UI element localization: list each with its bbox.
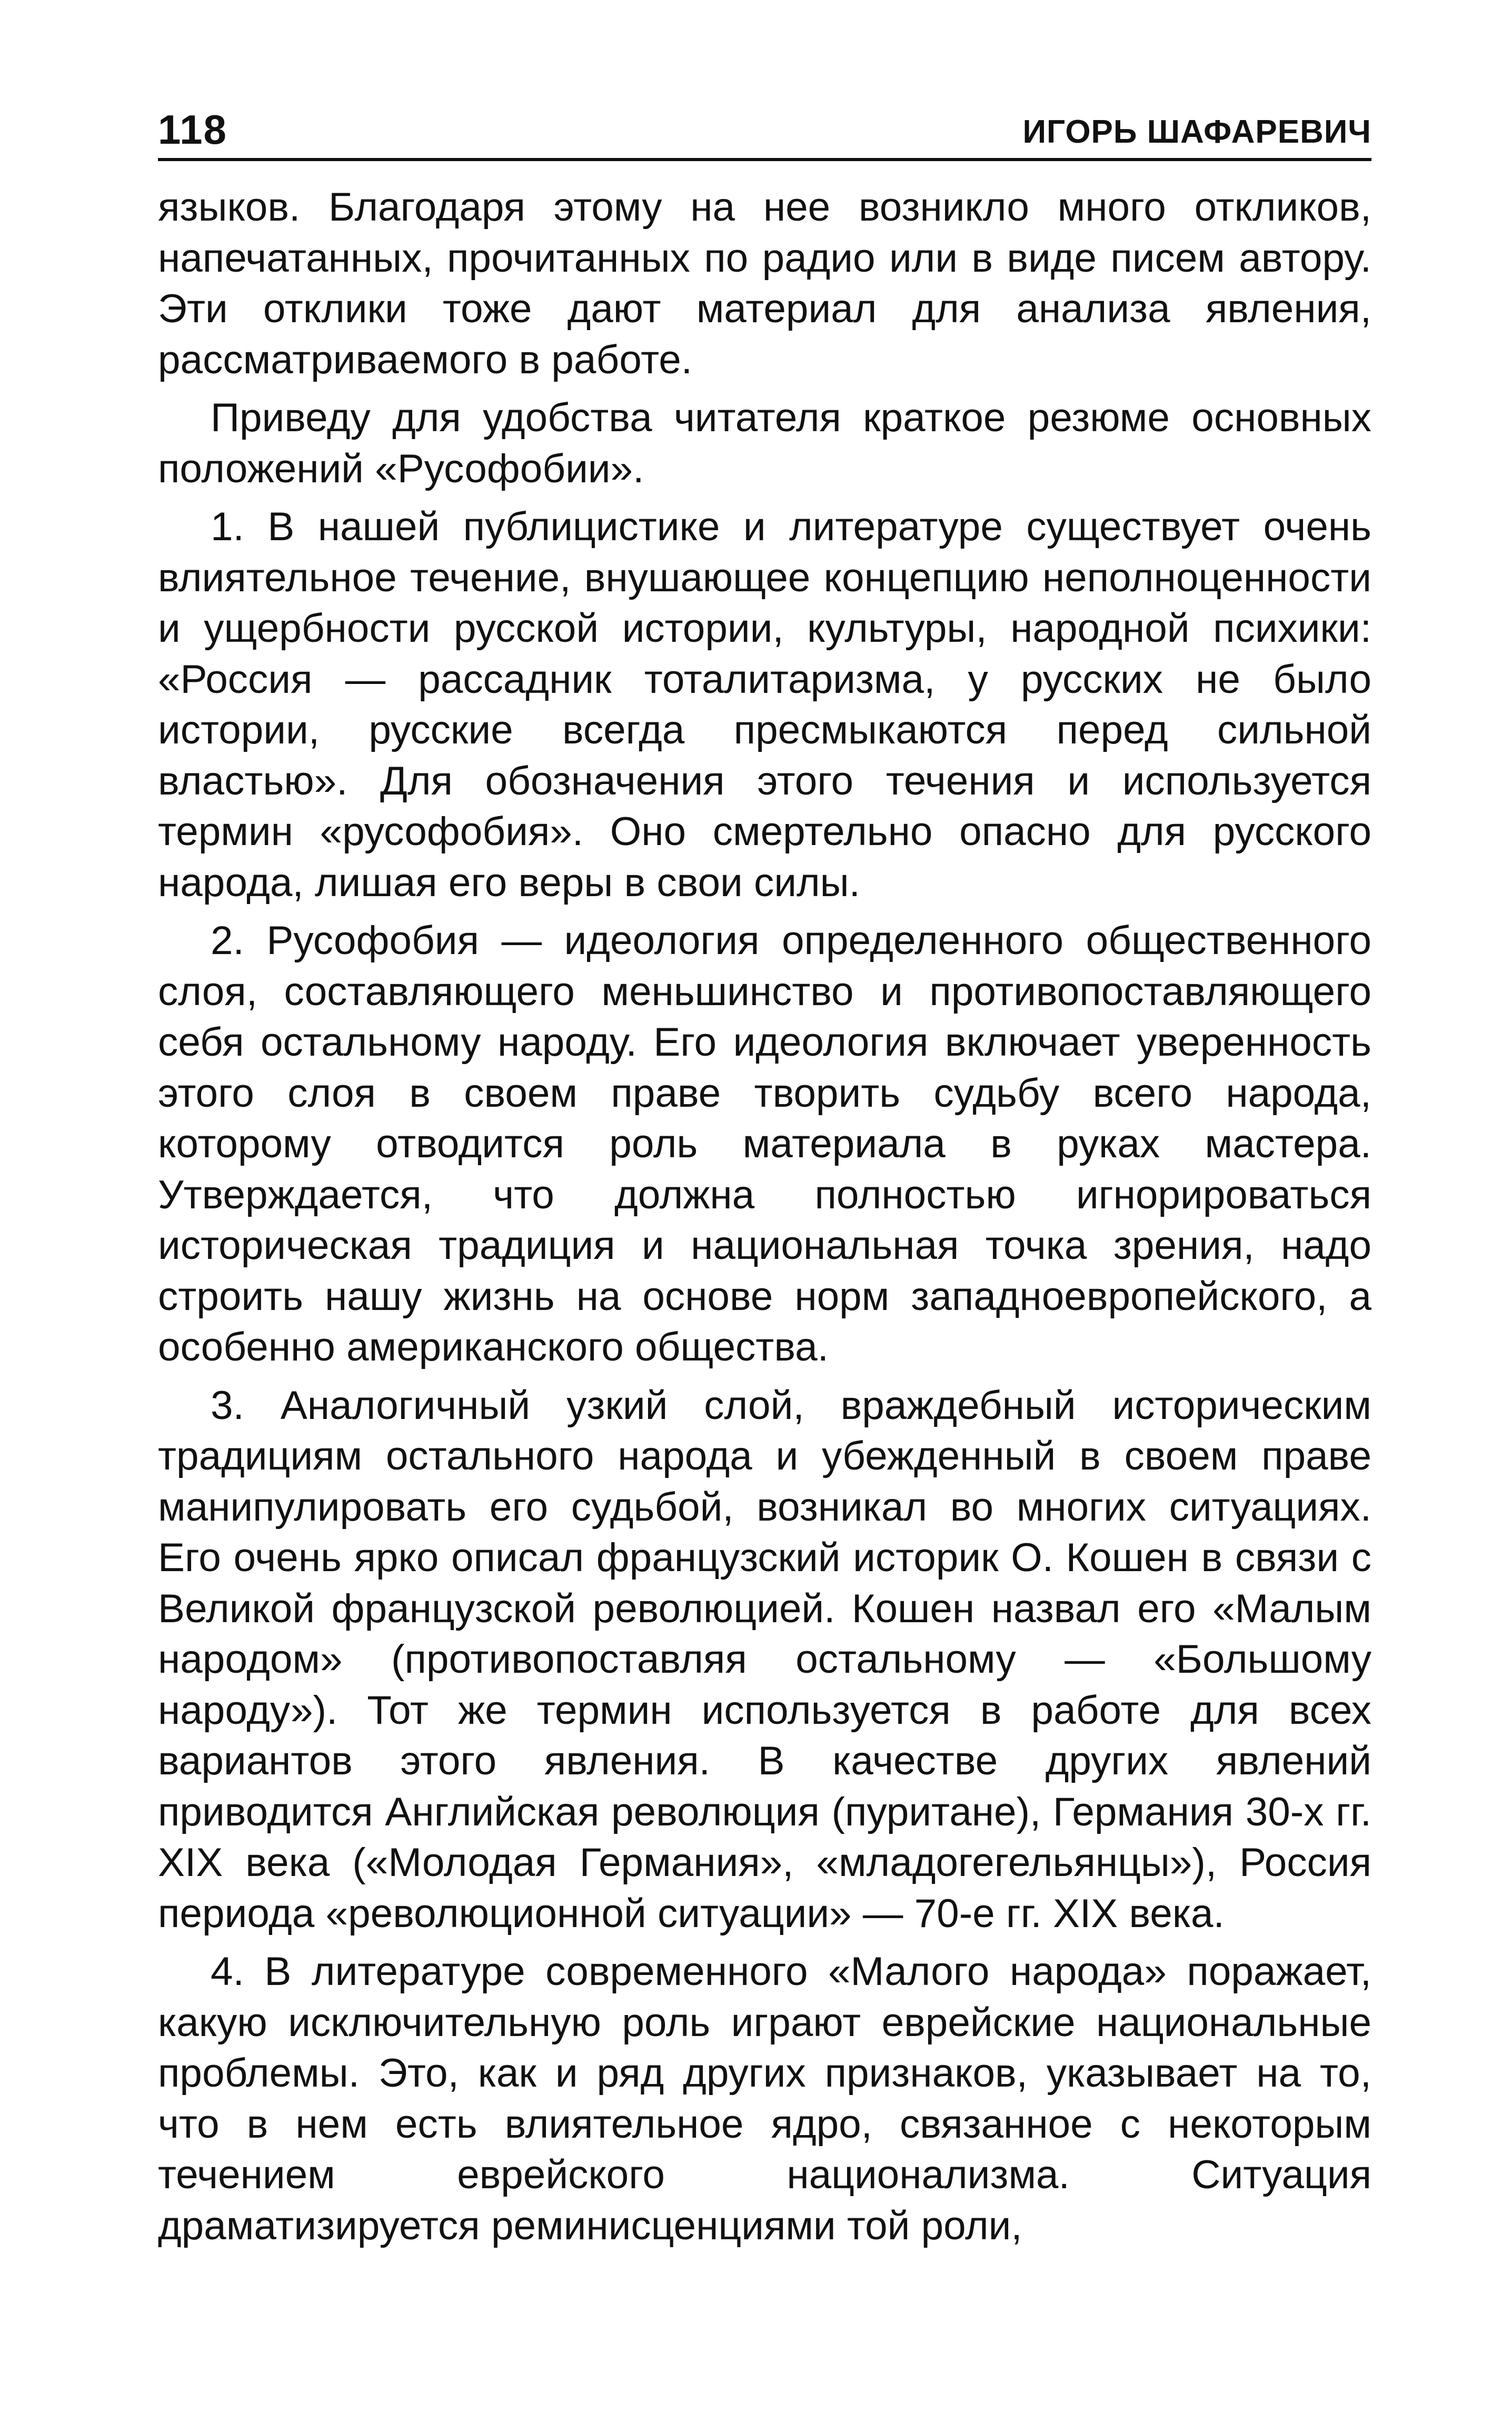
page-number: 118 bbox=[158, 106, 227, 153]
paragraph-intro-summary: Приведу для удобства читателя краткое резюме основных положений «Русофобии». bbox=[158, 395, 1371, 491]
paragraph-point-2: 2. Русофобия — идеология определенного общественного слоя, составляющего меньшинство и противопоставляющего себя остальному народу. Его идеология включает уверенность этого слоя в своем праве творить судьбу всего народа, которому отводится роль материала в руках мастера. Утверждается, что должна полностью игнорироваться историческая традиция и национальная точка зрения, надо строить нашу жизнь на основе норм западноевропейского, а особенно американского общества. bbox=[158, 918, 1371, 1369]
paragraph-point-4: 4. В литературе современного «Малого народа» поражает, какую исключительную роль играют еврейские национальные проблемы. Это, как и ряд других признаков, указывает на то, что в нем есть влиятельное ядро, связанное с некоторым течением еврейского национализма. Ситуация драматизируется реминисценциями той роли, bbox=[158, 1949, 1371, 2248]
book-page bbox=[158, 79, 1371, 2259]
paragraph-continuation: языков. Благодаря этому на нее возникло много откликов, напечатанных, прочитанных по радио или в виде писем автору. Эти отклики тоже дают материал для анализа явления, рассматриваемого в работе. bbox=[158, 185, 1371, 382]
page-header bbox=[158, 79, 1371, 161]
paragraph-point-3: 3. Аналогичный узкий слой, враждебный историческим традициям остального народа и убежденный в своем праве манипулировать его судьбой, возникал во многих ситуациях. Его очень ярко описал французский историк О. Кошен в связи с Великой французской революцией. Кошен назвал его «Малым народом» (противопоставляя остальному — «Большому народу»). Тот же термин используется в работе для всех вариантов этого явления. В качестве других явлений приводится Английская революция (пуритане), Германия 30-х гг. XIX века («Молодая Германия», «младогегельянцы»), Россия периода «революционной ситуации» — 70-е гг. XIX века. bbox=[158, 1383, 1371, 1936]
running-head-author: ИГОРЬ ШАФАРЕВИЧ bbox=[1022, 114, 1371, 150]
paragraph-point-1: 1. В нашей публицистике и литературе существует очень влиятельное течение, внушающее концепцию неполноценности и ущербности русской истории, культуры, народной психики: «Россия — рассадник тоталитаризма, у русских не было истории, русские всегда пресмыкаются перед сильной властью». Для обозначения этого течения и используется термин «русофобия». Оно смертельно опасно для русского народа, лишая его веры в свои силы. bbox=[158, 504, 1371, 905]
body-text bbox=[158, 182, 1371, 2251]
